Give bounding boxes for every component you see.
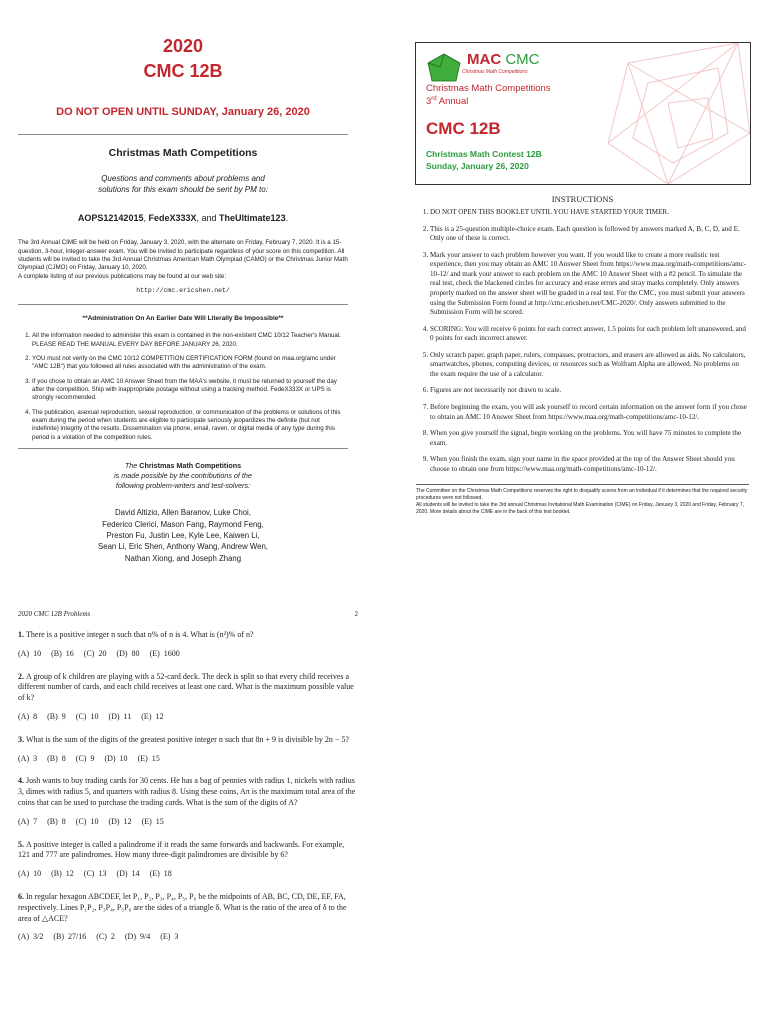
- answer-choice: (C) 10: [75, 711, 99, 721]
- problem-text: 4. Josh wants to buy trading cards for 30 cents. He has a bag of pennies with radius 1, nickels with radius 3, dimes with radius 5, and quarters with radius 8. Using these coins, Aπ is the maximum total area of the coins that can be used to purchase the trading cards. What is the sum of the digits of A?: [18, 776, 356, 807]
- rule-item: 2. YOU must not verify on the CMC 10/12 COMPETITION CERTIFICATION FORM (found on maa.org/amc under "AMC 12B") that you followed all rules associated with the administration of the exam.: [32, 355, 348, 372]
- instruction-item: 9. When you finish the exam, sign your name in the space provided at the top of the Answer Sheet should you choose to obtain one from https://www.maa.org/math-competitions/amc-10-12/.: [430, 455, 749, 474]
- answer-choice: (A) 8: [18, 711, 38, 721]
- answer-choice: (E) 18: [149, 869, 172, 879]
- problem-item: [18, 630, 358, 660]
- answer-choice: (B) 16: [51, 648, 74, 658]
- answer-choice: (A) 3: [18, 753, 38, 763]
- instruction-item: 7. Before beginning the exam, you will ask yourself to record certain information on the answer form if you chose to obtain an AMC 10 Answer Sheet from https://www.maa.org/math-competitions/amc-10-12/.: [430, 403, 749, 422]
- questions-note-line-1: Questions and comments about problems and: [101, 174, 265, 183]
- problem-text: 5. A positive integer is called a palindrome if it reads the same forwards and backwards. For example, 121 and 777 are palindromes. How many three-digit palindromes are divisible by 6?: [18, 839, 345, 860]
- annual-suffix: rd: [431, 96, 437, 102]
- page-header-title: 2020 CMC 12B Problems: [18, 610, 91, 618]
- credit-line-3: following problem-writers and test-solvers:: [115, 481, 251, 491]
- instructions-heading: INSTRUCTIONS: [551, 194, 614, 204]
- box-org-line: Christmas Math Competitions: [426, 83, 551, 94]
- answer-choice: (A) 3/2: [18, 932, 44, 942]
- problems-list: [18, 630, 358, 943]
- credit-org: Christmas Math Competitions: [139, 461, 242, 471]
- answer-choice: (A) 10: [18, 869, 42, 879]
- brand-tagline: Christmas Math Competitions: [462, 69, 528, 75]
- problem-number: 5.: [18, 839, 26, 849]
- problem-number: 1.: [18, 630, 26, 639]
- box-contest-name: Christmas Math Contest 12B: [426, 149, 542, 159]
- credit-note: [18, 461, 348, 491]
- answer-choices: [18, 649, 358, 660]
- credit-line-2: is made possible by the contributions of the: [114, 471, 252, 481]
- instruction-item: 4. SCORING: You will receive 6 points for each correct answer, 1.5 points for each problem left unanswered, and 0 points for each incorrect answer.: [430, 325, 749, 344]
- separator: ,: [143, 213, 149, 224]
- problem-number: 6.: [18, 891, 26, 901]
- divider: [18, 448, 348, 449]
- problems-page: [18, 610, 358, 943]
- instruction-item: 5. Only scratch paper, graph paper, rulers, compasses, protractors, and erasers are allowed as aids. No calculators, smartwatches, phones, computing devices, or resources such as Wolfram Alpha are allowed. No problems on the exam require the use of a calculator.: [430, 351, 749, 380]
- title-box: [415, 42, 751, 185]
- answer-choice: (B) 8: [47, 753, 66, 763]
- answer-choice: (D) 14: [116, 869, 140, 879]
- answer-choices: [18, 932, 358, 943]
- box-contest-date: Sunday, January 26, 2020: [426, 161, 529, 171]
- decorative-pattern: [608, 43, 750, 184]
- names-line: Federico Clerici, Mason Fang, Raymond Feng,: [102, 519, 264, 529]
- page-number: 2: [354, 610, 358, 618]
- problem-item: [18, 892, 358, 943]
- problem-text: 2. A group of k children are playing with a 52-card deck. The deck is split so that every child receives a different number of cards, and each child receives at least one card. What is the maximum possible value of k?: [18, 671, 354, 703]
- answer-choice: (A) 7: [18, 816, 38, 826]
- cover-title: CMC 12B: [143, 61, 223, 81]
- rule-item: 1. All the information needed to administer this exam is contained in the non-existent CMC 10/12 Teacher's Manual. PLEASE READ THE MANUAL EVERY DAY BEFORE JANUARY 26, 2020.: [32, 332, 348, 349]
- problem-item: [18, 672, 358, 723]
- answer-choice: (D) 9/4: [124, 932, 151, 942]
- names-line: David Altizio, Allen Baranov, Luke Choi,: [115, 508, 251, 518]
- answer-choice: (D) 12: [108, 816, 132, 826]
- problem-number: 2.: [18, 671, 26, 681]
- answer-choice: (D) 11: [108, 711, 132, 721]
- instruction-item: 3. Mark your answer to each problem however you want. If you would like to create a more realistic test experience, then you may obtain an AMC 10 Answer Sheet from https://www.maa.org/math-competitions/amc-10-12/ and mark your answer to each problem on the AMC 10 Answer Sheet with a #2 pencil. To simulate the real test, check the blackened circles for accuracy and erase errors and stray marks completely. Only answers properly marked on the answer sheet will be graded in a real test. For the CMC, you must submit your answers using the Submission Form found at http://cmc.ericshen.net/CMC-2020/. Only answers submitted to the Submission Form will be scored.: [430, 251, 749, 318]
- problem-text: 1. There is a positive integer n such that n% of n is 4. What is (n²)% of n?: [18, 630, 254, 639]
- problem-number: 4.: [18, 776, 26, 786]
- names-line: Sean Li, Eric Shen, Anthony Wang, Andrew Wen,: [98, 542, 268, 552]
- contact-usernames: [18, 213, 348, 223]
- answer-choice: (E) 3: [160, 932, 179, 942]
- answer-choice: (E) 1600: [149, 648, 180, 658]
- answer-choice: (C) 2: [96, 932, 115, 942]
- answer-choice: (C) 10: [75, 816, 99, 826]
- username-2: FedeX333X: [148, 213, 197, 224]
- answer-choice: (D) 80: [116, 648, 140, 658]
- answer-choice: (E) 15: [137, 753, 160, 763]
- annual-label: Annual: [436, 96, 469, 108]
- separator: , and: [196, 213, 220, 224]
- footnote-divider: [416, 484, 749, 485]
- divider: [18, 304, 348, 305]
- questions-note-line-2: solutions for this exam should be sent by PM to:: [98, 185, 268, 195]
- answer-choice: (A) 10: [18, 648, 42, 658]
- footnote-1: The Committee on the Christmas Math Competitions reserves the right to disqualify scores from an individual if it determines that the required security procedures were not followed.: [416, 488, 748, 502]
- problem-item: [18, 776, 358, 827]
- names-line: Nathan Xiong, and Joseph Zhang: [124, 553, 242, 563]
- answer-choice: (E) 12: [141, 711, 164, 721]
- instruction-item: 1. DO NOT OPEN THIS BOOKLET UNTIL YOU HAVE STARTED YOUR TIMER.: [430, 208, 749, 218]
- instructions-section: [416, 194, 749, 515]
- cover-column: [18, 36, 348, 564]
- page-header: [18, 610, 358, 618]
- answer-choice: (C) 20: [83, 648, 107, 658]
- answer-choice: (B) 27/16: [53, 932, 87, 942]
- footnote-2: All students will be invited to take the 3rd annual Christmas Invitational Math Examination (CIME) on Friday, January 3, 2020 and Friday, February 7, 2020. More details about the CIME are in the back of this test booklet.: [416, 501, 745, 515]
- answer-choice: (C) 9: [75, 753, 95, 763]
- answer-choice: (B) 9: [47, 711, 66, 721]
- divider: [18, 134, 348, 135]
- problem-item: [18, 840, 358, 880]
- cover-year: 2020: [162, 36, 204, 56]
- period: .: [285, 213, 289, 224]
- names-line: Preston Fu, Justin Lee, Kyle Lee, Kaiwen Li,: [106, 530, 260, 540]
- answer-choices: [18, 869, 358, 880]
- answer-choice: (C) 13: [83, 869, 107, 879]
- box-annual-line: [426, 96, 468, 107]
- answer-choices: [18, 712, 358, 723]
- rule-item: 4. The publication, asexual reproduction, sexual reproduction, or communication of the problems or solutions of this exam during the period when students are eligible to participate seriously jeopardizes the definite (but not indefinite) integrity of the results. Dissemination via phone, email, raven, or digital media of any type during this period is a violation of the competition rules.: [32, 409, 348, 442]
- answer-choice: (E) 15: [141, 816, 164, 826]
- mac-logo-icon: [426, 53, 462, 83]
- annual-number: 3: [426, 96, 432, 108]
- cime-paragraph: The 3rd Annual CIME will be held on Friday, January 3, 2020, with the alternate on Friday, February 7, 2020. It is a 15-question, 3-hour, integer-answer exam. You will be invited to participate regardless of your score on this competition. All students will be invited to take the 3rd Annual Christmas American Math Olympiad (CAMO) or the Christmas Junior Math Olympiad (CJMO) on Friday, January 10, 2020.: [18, 239, 348, 272]
- instruction-item: 8. When you give yourself the signal, begin working on the problems. You will have 75 minutes to complete the exam.: [430, 429, 749, 448]
- instruction-item: 2. This is a 25-question multiple-choice exam. Each question is followed by answers marked A, B, C, D, and E. Only one of these is correct.: [430, 225, 749, 244]
- problem-number: 3.: [18, 734, 26, 744]
- answer-choices: [18, 817, 358, 828]
- problem-text: 6. In regular hexagon ABCDEF, let P₁, P₂, P₃, P₄, P₅, P₆ be the midpoints of AB, BC, CD, DE, EF, FA, respectively. Lines P₁P₂, P₃P₄, P₅P₆ are the sides of a triangle δ. What is the ratio of the area of δ to the area of △ACE?: [18, 891, 347, 923]
- answer-choices: [18, 754, 358, 765]
- problem-item: [18, 735, 358, 765]
- publications-paragraph: A complete listing of our previous publications may be found at our web site:: [18, 272, 227, 280]
- website-link[interactable]: http://cmc.ericshen.net/: [136, 287, 230, 295]
- credit-the: The: [124, 461, 138, 471]
- problem-text: 3. What is the sum of the digits of the greatest positive integer n such that 8n + 9 is divisible by 2n − 5?: [18, 734, 349, 744]
- instruction-item: 6. Figures are not necessarily not drawn to scale.: [430, 386, 749, 396]
- answer-choice: (B) 12: [51, 869, 74, 879]
- questions-note: [18, 173, 348, 195]
- instructions-list: [416, 208, 749, 474]
- username-1: AOPS12142015: [77, 213, 144, 224]
- do-not-open-notice: DO NOT OPEN UNTIL SUNDAY, January 26, 2020: [56, 106, 310, 118]
- username-3: TheUltimate123: [219, 213, 286, 224]
- administration-warning: **Administration On An Earlier Date Will Literally Be Impossible**: [82, 315, 284, 323]
- org-name: Christmas Math Competitions: [108, 147, 258, 159]
- answer-choice: (B) 8: [47, 816, 66, 826]
- brand-mac: MAC: [467, 51, 502, 68]
- answer-choice: (D) 10: [104, 753, 128, 763]
- box-title: CMC 12B: [426, 119, 501, 138]
- brand-cmc: CMC: [505, 51, 540, 68]
- contributor-names: [18, 507, 348, 563]
- brand-name: [467, 51, 540, 68]
- credit-line-1: [18, 461, 348, 471]
- rule-item: 3. If you chose to obtain an AMC 10 Answer Sheet from the MAA's website, it must be returned to yourself the day after the competition. Ship with inappropriate postage without using a tracking method. FedeX333X or UPS is strongly recommended.: [32, 378, 348, 403]
- rules-list: [18, 332, 348, 442]
